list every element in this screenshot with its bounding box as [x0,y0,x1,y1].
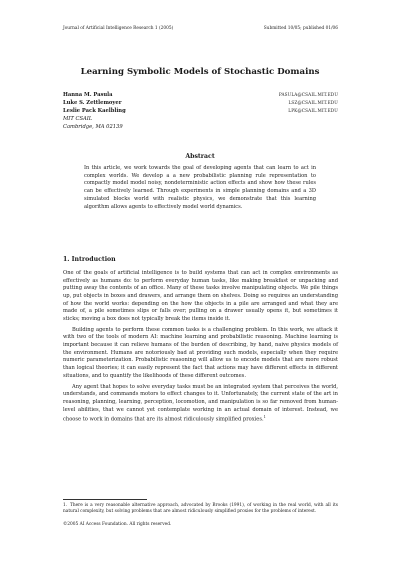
copyright-notice: ©2005 AI Access Foundation. All rights reserved. [63,522,172,527]
author-row [63,99,338,107]
author-block [63,91,338,131]
affiliation-org: MIT CSAIL [63,116,93,123]
author-email[interactable]: PASULA@CSAIL.MIT.EDU [278,92,338,97]
footnote-reference[interactable]: 1 [263,415,266,420]
journal-name: Journal of Artificial Intelligence Research 1 (2005) [63,26,174,31]
footnote [63,503,338,515]
section-heading: 1. Introduction [63,256,116,263]
section-body [63,270,338,428]
abstract-heading: Abstract [185,153,215,160]
footnote-mark: 1. [63,503,68,508]
paragraph-text: Any agent that hopes to solve everyday tasks must be an integrated system that perceives the world, understands, and commands motors to effect changes to it. Unfortunately, the current state of the art in reasoning, planning, learning, perception, locomotion, and manipulation is so far removed from human-level abilities, that we cannot yet contemplate working in an actual domain of interest. Instead, we choose to work in domains that are its almost ridiculously simplified proxies. [63,383,338,423]
abstract-text: In this article, we work towards the goal of developing agents that can learn to act in complex worlds. We develop a a new probabilistic planning rule representation to compactly model model noisy, nondeterministic action effects and show how these rules can be effectively learned. Through experiments in simple planning domains and a 3D simulated blocks world with realistic physics, we demonstrate that this learning algorithm allows agents to effectively model world dynamics. [84,165,316,210]
author-email[interactable]: LSZ@CSAIL.MIT.EDU [288,100,338,106]
author-email[interactable]: LPK@CSAIL.MIT.EDU [288,108,338,114]
paper-title: Learning Symbolic Models of Stochastic Domains [80,67,320,77]
author-name: Luke S. Zettlemoyer [63,100,122,107]
author-name: Leslie Pack Kaelbling [63,108,126,115]
submission-dates: Submitted 10/05; published 01/06 [263,26,338,31]
running-header [63,26,338,31]
author-name: Hanna M. Pasula [63,92,113,98]
author-row [63,91,338,99]
body-paragraph: One of the goals of artificial intelligence is to build systems that can act in complex environments as effectively as humans do: to perform everyday human tasks, like making breakfast or unpacking and putting away the contents of an office. Many of these tasks involve manipulating objects. We pile things up, put objects in boxes and drawers, and arrange them on shelves. Doing so requires an understanding of how the world works: depending on the how the objects in a pile are arranged and what they are made of, a pile sometimes slips or falls over; pulling on a drawer usually opens it, but sometimes it sticks; moving a box does not typically break the items inside it. [63,270,338,322]
affiliation-city: Cambridge, MA 02139 [63,124,123,131]
body-paragraph [63,384,338,425]
footnote-rule [63,499,147,500]
author-row [63,107,338,115]
body-paragraph: Building agents to perform these common tasks is a challenging problem. In this work, we attack it with two of the tools of modern AI: machine learning and probabilistic reasoning. Machine learning is important because it can relieve humans of the burden of describing, by hand, naive physics models of the environment. Humans are notoriously bad at providing such models, especially when they require numeric parameterization. Probabilistic reasoning will allow us to encode models that are more robust than logical theories; it can easily represent the fact that actions may have different effects in different situations, and to quantify the likelihoods of these different outcomes. [63,326,338,379]
footnote-text: There is a very reasonable alternative approach, advocated by Brooks (1991), of working in the real world, with all its natural complexity, but solving problems that are almost ridiculously simplified proxies for the problems of interest. [63,503,338,515]
